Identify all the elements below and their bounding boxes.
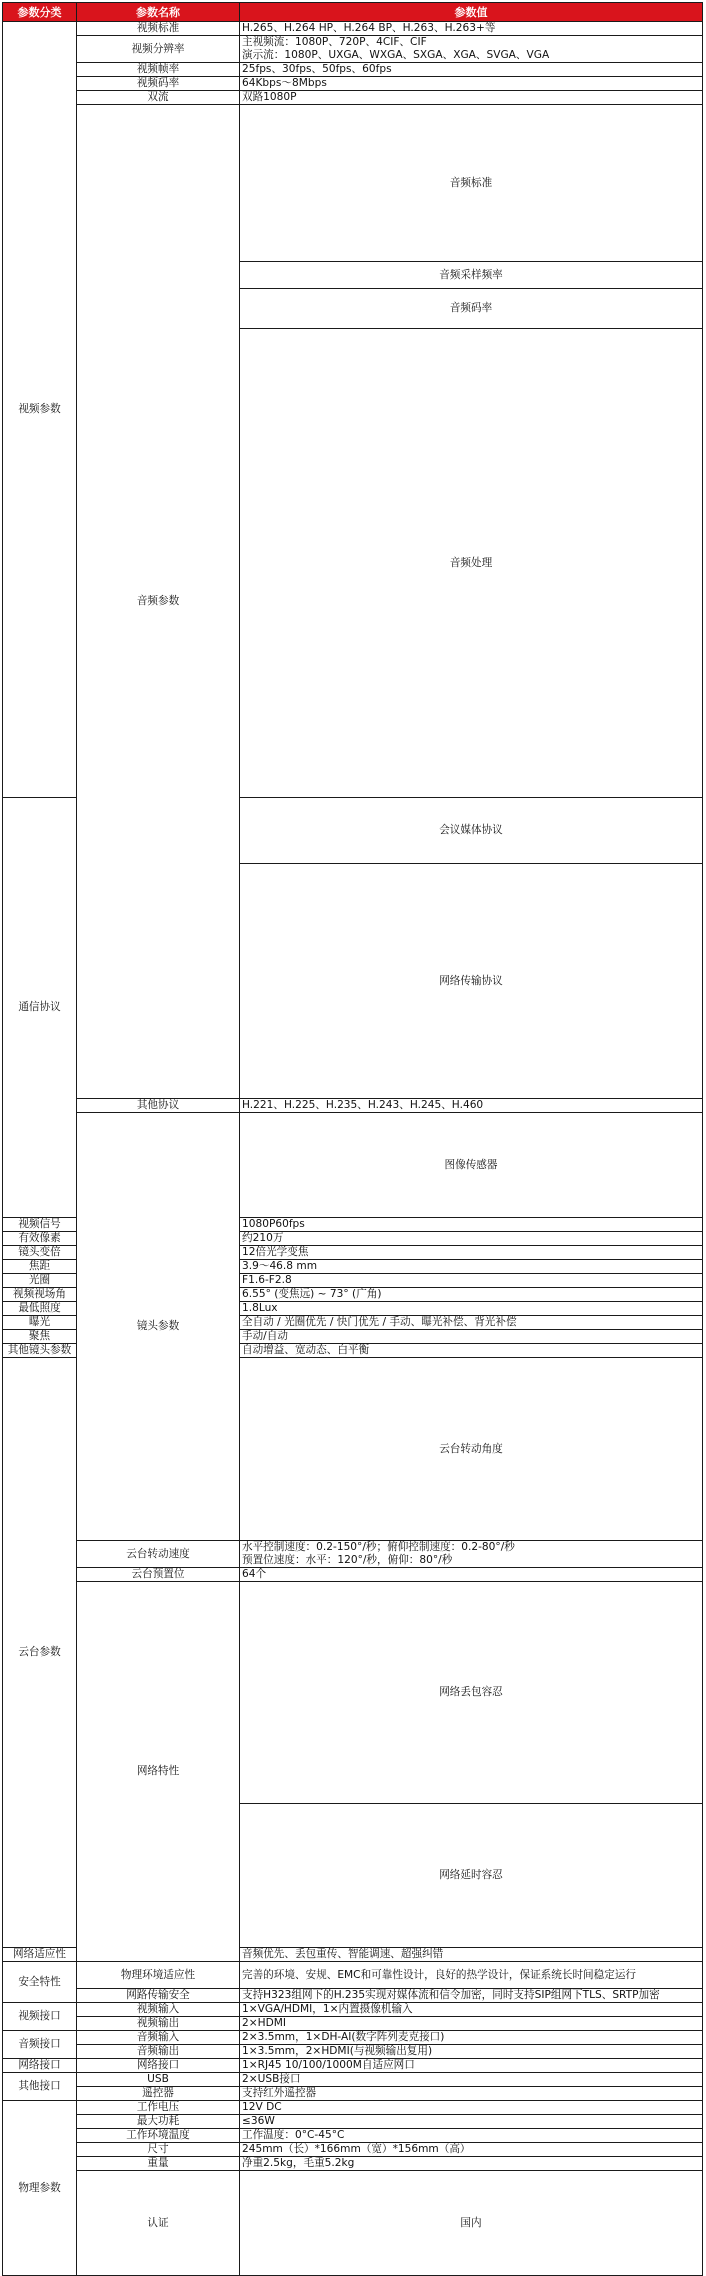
param-value-cell: H.265、H.264 HP、H.264 BP、H.263、H.263+等 (240, 22, 703, 36)
param-value-cell: 自动增益、宽动态、白平衡 (240, 1344, 703, 1358)
table-row (3, 2003, 703, 2017)
category-cell: 视频参数 (3, 22, 77, 798)
param-name-cell: 云台转动角度 (240, 1358, 703, 1541)
param-value-cell: 64Kbps～8Mbps (240, 77, 703, 91)
table-row (3, 2017, 703, 2031)
param-name-cell: 网络接口 (77, 2059, 240, 2073)
table-row (3, 1568, 703, 1582)
param-value-cell: 双路1080P (240, 91, 703, 105)
param-value-cell: 3.9～46.8 mm (240, 1260, 703, 1274)
param-value-cell: 25fps、30fps、50fps、60fps (240, 63, 703, 77)
param-value-cell: 2×3.5mm，1×DH-AI(数字阵列麦克接口) (240, 2031, 703, 2045)
table-row (3, 2115, 703, 2129)
table-row (3, 105, 703, 262)
category-cell: 视频接口 (3, 2003, 77, 2031)
param-name-cell: USB (77, 2073, 240, 2087)
header-param-name: 参数名称 (77, 3, 240, 22)
param-name-cell: 焦距 (3, 1260, 77, 1274)
param-name-cell: 有效像素 (3, 1232, 77, 1246)
table-row (3, 1113, 703, 1218)
param-name-cell: 网络传输协议 (240, 864, 703, 1099)
table-row (3, 1989, 703, 2003)
param-name-cell: 聚焦 (3, 1330, 77, 1344)
param-value-cell: 2×HDMI (240, 2017, 703, 2031)
table-row (3, 2129, 703, 2143)
param-name-cell: 图像传感器 (240, 1113, 703, 1218)
param-value-cell: 支持红外遥控器 (240, 2087, 703, 2101)
header-row (3, 3, 703, 22)
param-value-cell: 水平控制速度：0.2-150°/秒；俯仰控制速度：0.2-80°/秒 预置位速度：水平：120°/秒，俯仰：80°/秒 (240, 1541, 703, 1568)
param-name-cell: 音频标准 (240, 105, 703, 262)
param-value-cell: 1×RJ45 10/100/1000M自适应网口 (240, 2059, 703, 2073)
param-name-cell: 网络延时容忍 (240, 1804, 703, 1948)
category-cell: 通信协议 (3, 798, 77, 1218)
param-name-cell: 双流 (77, 91, 240, 105)
table-row (3, 36, 703, 63)
param-name-cell: 音频码率 (240, 289, 703, 329)
table-row (3, 2143, 703, 2157)
table-row (3, 2087, 703, 2101)
param-name-cell: 视频输入 (77, 2003, 240, 2017)
table-row (3, 1582, 703, 1804)
param-name-cell: 视频码率 (77, 77, 240, 91)
header-category: 参数分类 (3, 3, 77, 22)
param-value-cell: 手动/自动 (240, 1330, 703, 1344)
param-name-cell: 视频帧率 (77, 63, 240, 77)
param-value-cell: F1.6-F2.8 (240, 1274, 703, 1288)
param-value-cell: 1080P60fps (240, 1218, 703, 1232)
param-value-cell: 主视频流：1080P、720P、4CIF、CIF 演示流：1080P、UXGA、WXGA、SXGA、XGA、SVGA、VGA (240, 36, 703, 63)
param-value-cell: 1×3.5mm，2×HDMI(与视频输出复用) (240, 2045, 703, 2059)
category-cell: 云台参数 (3, 1358, 77, 1948)
category-cell: 音频接口 (3, 2031, 77, 2059)
param-name-cell: 网路传输安全 (77, 1989, 240, 2003)
param-name-cell: 视频分辨率 (77, 36, 240, 63)
category-cell: 其他接口 (3, 2073, 77, 2101)
category-cell: 网络接口 (3, 2059, 77, 2073)
param-name-cell: 音频输入 (77, 2031, 240, 2045)
param-name-cell: 网络丢包容忍 (240, 1582, 703, 1804)
param-value-cell: 音频优先、丢包重传、智能调速、超强纠错 (240, 1948, 703, 1962)
param-value-cell: 净重2.5kg，毛重5.2kg (240, 2157, 703, 2171)
table-row (3, 2031, 703, 2045)
param-name-cell: 网络适应性 (3, 1948, 77, 1962)
table-row (3, 2157, 703, 2171)
param-name-cell: 视频输出 (77, 2017, 240, 2031)
category-cell: 音频参数 (77, 105, 240, 1099)
category-cell: 认证 (77, 2171, 240, 2276)
param-name-cell: 最大功耗 (77, 2115, 240, 2129)
param-value-cell: 1.8Lux (240, 1302, 703, 1316)
param-value-cell: 6.55° (变焦远) ~ 73° (广角) (240, 1288, 703, 1302)
param-value-cell: 12V DC (240, 2101, 703, 2115)
param-name-cell: 物理环境适应性 (77, 1962, 240, 1989)
param-value-cell: 工作温度：0°C-45°C (240, 2129, 703, 2143)
param-name-cell: 会议媒体协议 (240, 798, 703, 864)
table-row (3, 2101, 703, 2115)
param-name-cell: 工作环境温度 (77, 2129, 240, 2143)
table-row (3, 1962, 703, 1989)
category-cell: 镜头参数 (77, 1113, 240, 1541)
table-row (3, 2045, 703, 2059)
category-cell: 安全特性 (3, 1962, 77, 2003)
param-name-cell: 重量 (77, 2157, 240, 2171)
table-row (3, 91, 703, 105)
param-name-cell: 光圈 (3, 1274, 77, 1288)
param-value-cell: H.221、H.225、H.235、H.243、H.245、H.460 (240, 1099, 703, 1113)
param-value-cell: 2×USB接口 (240, 2073, 703, 2087)
table-row (3, 2171, 703, 2276)
table-row (3, 63, 703, 77)
param-value-cell: 全自动 / 光圈优先 / 快门优先 / 手动、曝光补偿、背光补偿 (240, 1316, 703, 1330)
param-name-cell: 遥控器 (77, 2087, 240, 2101)
param-value-cell: 完善的环境、安规、EMC和可靠性设计，良好的热学设计，保证系统长时间稳定运行 (240, 1962, 703, 1989)
spec-table (2, 2, 703, 2276)
param-name-cell: 工作电压 (77, 2101, 240, 2115)
param-value-cell: 1×VGA/HDMI，1×内置摄像机输入 (240, 2003, 703, 2017)
table-row (3, 2059, 703, 2073)
param-value-cell: 245mm（长）*166mm（宽）*156mm（高） (240, 2143, 703, 2157)
param-name-cell: 其他协议 (77, 1099, 240, 1113)
param-name-cell: 音频处理 (240, 329, 703, 798)
table-row (3, 77, 703, 91)
category-cell: 物理参数 (3, 2101, 77, 2276)
param-name-cell: 镜头变倍 (3, 1246, 77, 1260)
param-value-cell: 12倍光学变焦 (240, 1246, 703, 1260)
param-name-cell: 视频信号 (3, 1218, 77, 1232)
param-value-cell: 64个 (240, 1568, 703, 1582)
param-name-cell: 尺寸 (77, 2143, 240, 2157)
table-row (3, 22, 703, 36)
param-name-cell: 云台预置位 (77, 1568, 240, 1582)
table-row (3, 1541, 703, 1568)
category-cell: 网络特性 (77, 1582, 240, 1962)
table-row (3, 2073, 703, 2087)
param-name-cell: 视频视场角 (3, 1288, 77, 1302)
param-name-cell: 其他镜头参数 (3, 1344, 77, 1358)
param-value-cell: 约210万 (240, 1232, 703, 1246)
table-row (3, 1099, 703, 1113)
param-name-cell: 最低照度 (3, 1302, 77, 1316)
param-value-cell: ≤36W (240, 2115, 703, 2129)
param-name-cell: 音频输出 (77, 2045, 240, 2059)
spec-body (3, 22, 703, 2276)
param-name-cell: 国内 (240, 2171, 703, 2276)
param-value-cell: 支持H323组网下的H.235实现对媒体流和信令加密，同时支持SIP组网下TLS、SRTP加密 (240, 1989, 703, 2003)
param-name-cell: 云台转动速度 (77, 1541, 240, 1568)
param-name-cell: 视频标准 (77, 22, 240, 36)
param-name-cell: 音频采样频率 (240, 262, 703, 289)
param-name-cell: 曝光 (3, 1316, 77, 1330)
header-param-value: 参数值 (240, 3, 703, 22)
